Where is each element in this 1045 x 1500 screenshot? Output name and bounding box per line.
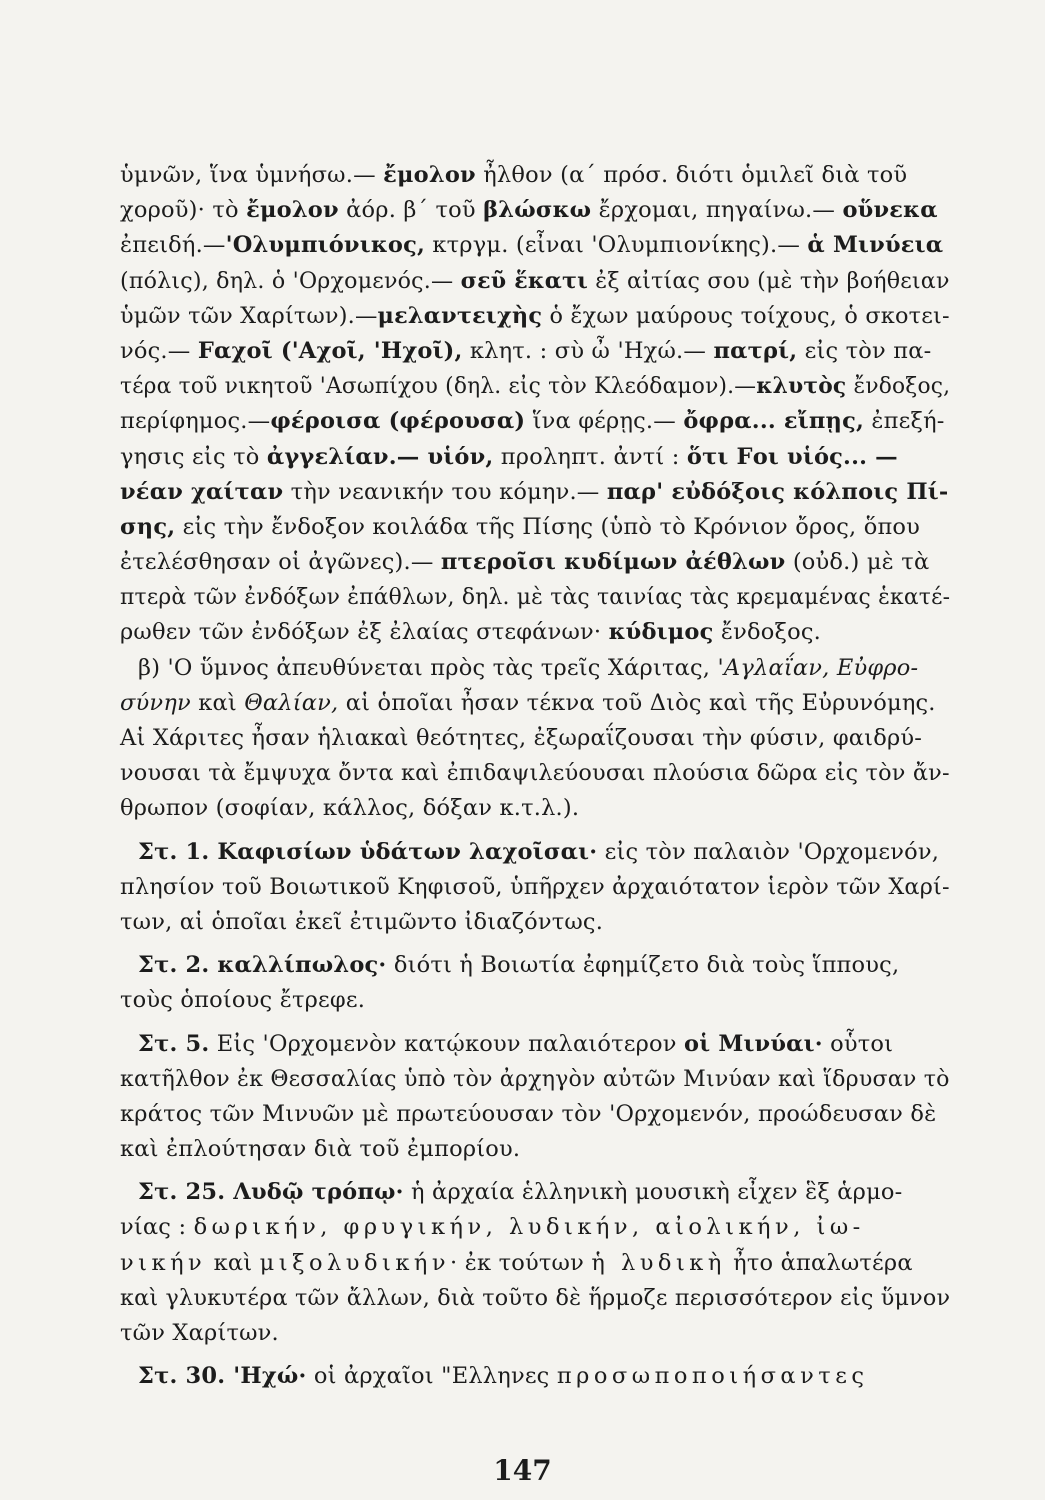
spaced-term: νικήν [120, 1249, 207, 1276]
text-run: διότι ἡ Βοιωτία ἐφημίζετο διὰ τοὺς ἵππους, [386, 952, 900, 979]
text-run: των, αἱ ὁποῖαι ἐκεῖ ἐτιμῶντο ἰδιαζόντως. [120, 908, 604, 935]
italic-term: Αγλαΐαν, Εὐφρο- [723, 654, 919, 681]
text-run: κράτος τῶν Μινυῶν μὲ πρωτεύουσαν τὸν 'Ορχομενόν, προώδευσαν δὲ [120, 1100, 937, 1127]
bold-term: οἱ Μινύαι· [684, 1030, 823, 1057]
text-run: ἔνδοξος. [713, 619, 822, 646]
text-line [120, 651, 950, 686]
text-line [120, 948, 950, 983]
bold-term: σης, [120, 513, 176, 540]
text-run: Εἰς 'Ορχομενὸν κατῴκουν παλαιότερον [209, 1030, 685, 1057]
bold-term: σεῦ ἕκατι [460, 267, 589, 294]
bold-term: οὕνεκα [842, 197, 938, 224]
text-line [120, 228, 950, 263]
bold-term: φέροισα (φέρουσα) [270, 408, 526, 435]
text-line [120, 510, 950, 545]
italic-term: Θαλίαν, [244, 689, 339, 716]
text-line [120, 615, 950, 650]
text-line [120, 1359, 950, 1394]
text-line [120, 475, 950, 510]
text-run: νουσαι τὰ ἔμψυχα ὄντα καὶ ἐπιδαψιλεύουσαι πλούσια δῶρα εἰς τὸν ἄν- [120, 760, 950, 787]
text-run: ἦτο ἁπαλωτέρα [725, 1249, 913, 1276]
text-line [120, 158, 950, 193]
text-line [120, 721, 950, 756]
spaced-term: προσωποποιήσαντες [556, 1363, 869, 1390]
text-line [120, 1175, 950, 1210]
text-run: πλησίον τοῦ Βοιωτικοῦ Κηφισοῦ, ὑπῆρχεν ἀρχαιότατον ἱερὸν τῶν Χαρί- [120, 873, 950, 900]
text-run: οἱ ἀρχαῖοι "Ελληνες [306, 1363, 557, 1390]
text-run: ὑμῶν τῶν Χαρίτων).— [120, 302, 378, 329]
text-line [120, 545, 950, 580]
bold-term: ὅτι Fοι υἱός... — [686, 443, 898, 470]
bold-term: ἔμολον [246, 197, 339, 224]
text-run: ὑμνῶν, ἵνα ὑμνήσω.— [120, 162, 384, 188]
bold-term: μελαντειχὴς [377, 302, 543, 329]
page-number: 147 [493, 1454, 552, 1487]
text-run: χοροῦ)· τὸ [120, 197, 247, 224]
bold-term: πατρί, [713, 337, 798, 364]
text-line [120, 1062, 950, 1097]
text-run: ἐξ αἰτίας σου (μὲ τὴν βοήθειαν [588, 267, 950, 294]
commentary-text [120, 158, 950, 1394]
text-run: ἔρχομαι, πηγαίνω.— [591, 197, 843, 224]
bold-term: Στ. 1. Καφισίων ὑδάτων λαχοῖσαι· [138, 838, 598, 865]
text-run: ἀόρ. β΄ τοῦ [338, 197, 484, 224]
text-run: νίας : [120, 1214, 194, 1241]
text-run: τὴν νεανικήν του κόμην.— [283, 478, 607, 505]
text-line [120, 1281, 951, 1316]
text-run: (πόλις), δηλ. ὁ 'Ορχομενός.— [120, 267, 461, 294]
text-run: καὶ [190, 689, 245, 716]
text-run: καὶ γλυκυτέρα τῶν ἄλλων, διὰ τοῦτο δὲ ἥρμοζε περισσότερον εἰς ὕμνον [120, 1284, 951, 1311]
text-line [120, 369, 951, 404]
text-run: κτργμ. (εἶναι 'Ολυμπιονίκης).— [425, 232, 808, 259]
text-run: (οὐδ.) μὲ τὰ [785, 549, 930, 576]
bold-term: βλώσκω [483, 197, 592, 224]
bold-term: ὄφρα... εἴπῃς, [683, 408, 865, 435]
bold-term: πτεροῖσι κυδίμων ἀέθλων [440, 549, 786, 576]
text-line [120, 1097, 950, 1132]
bold-term: νέαν χαίταν [120, 478, 284, 505]
text-run: εἰς τὸν πα- [797, 337, 932, 364]
text-run: καὶ [206, 1249, 260, 1276]
text-line [120, 1132, 950, 1167]
text-run: κατῆλθον ἐκ Θεσσαλίας ὑπὸ τὸν ἀρχηγὸν αὐτῶν Μινύαν καὶ ἵδρυσαν τὸ [120, 1065, 950, 1092]
spaced-term: δωρικήν, φρυγικήν, λυδικήν, αἰολικήν, ἰω- [193, 1214, 865, 1241]
text-line [120, 334, 950, 369]
text-run: γησις εἰς τὸ [120, 443, 267, 470]
spaced-term: ἡ λυδικὴ [591, 1249, 726, 1276]
text-run: τοὺς ὁποίους ἔτρεφε. [120, 987, 366, 1014]
text-run: προληπτ. ἀντί : [493, 443, 687, 470]
text-run: νός.— [120, 337, 198, 364]
text-run: θρωπον (σοφίαν, κάλλος, δόξαν κ.τ.λ.). [120, 795, 580, 822]
bold-term: ἀγγελίαν.— υἱόν, [266, 443, 494, 470]
text-run: ἐπειδή.— [120, 232, 226, 259]
bold-term: ἁ Μινύεια [807, 232, 944, 259]
text-run: αἱ ὁποῖαι ἦσαν τέκνα τοῦ Διὸς καὶ τῆς Εὐρυνόμης. [338, 689, 936, 716]
bold-term: παρ' εὐδόξοις κόλποις Πί- [606, 478, 949, 505]
text-line [120, 983, 950, 1018]
text-run: οὗτοι [822, 1030, 894, 1057]
bold-term: κύδιμος [608, 619, 714, 646]
text-run: · ἐκ τούτων [450, 1249, 592, 1276]
text-line [120, 1027, 950, 1062]
text-run: τῶν Χαρίτων. [120, 1320, 279, 1346]
bold-term: Στ. 25. Λυδῷ τρόπῳ· [138, 1179, 404, 1206]
text-line [120, 440, 950, 475]
bold-term: κλυτὸς [756, 373, 847, 400]
text-line [120, 756, 950, 791]
text-line [120, 1246, 950, 1281]
text-line [120, 905, 950, 940]
text-run: τέρα τοῦ νικητοῦ 'Ασωπίχου (δηλ. εἰς τὸν Κλεόδαμον).— [120, 373, 757, 400]
text-run: ὁ ἔχων μαύρους τοίχους, ὁ σκοτει- [542, 302, 950, 329]
text-line [120, 1316, 950, 1351]
bold-term: ἔμολον [383, 162, 476, 188]
spaced-term: μιξολυδικήν [259, 1249, 451, 1276]
bold-term: Fαχοῖ ('Αχοῖ, 'Ηχοῖ), [197, 337, 463, 364]
text-run: ρωθεν τῶν ἐνδόξων ἐξ ἐλαίας στεφάνων· [120, 619, 609, 646]
text-run: ἵνα φέρῃς.— [525, 408, 684, 435]
text-line [120, 193, 950, 228]
text-run: εἰς τὸν παλαιὸν 'Ορχομενόν, [597, 838, 940, 865]
text-run: καὶ ἐπλούτησαν διὰ τοῦ ἐμπορίου. [120, 1136, 521, 1163]
bold-term: Στ. 2. καλλίπωλος· [138, 952, 387, 979]
text-run: ἡ ἀρχαία ἑλληνικὴ μουσικὴ εἶχεν ἓξ ἁρμο- [403, 1179, 903, 1206]
text-run: β) 'Ο ὕμνος ἀπευθύνεται πρὸς τὰς τρεῖς Χάριτας, ' [138, 654, 724, 681]
text-line [120, 299, 950, 334]
italic-term: σύνην [120, 689, 191, 716]
text-run: Αἱ Χάριτες ἦσαν ἡλιακαὶ θεότητες, ἐξωραΐζουσαι τὴν φύσιν, φαιδρύ- [120, 725, 923, 751]
bold-term: 'Ολυμπιόνικος, [225, 232, 426, 259]
text-run: ἐπεξή- [864, 408, 945, 435]
text-line [120, 580, 951, 615]
text-line [120, 264, 950, 299]
bold-term: Στ. 5. [138, 1030, 210, 1057]
text-line [120, 870, 950, 905]
text-run: ἦλθον (α΄ πρόσ. διότι ὁμιλεῖ διὰ τοῦ [475, 162, 908, 188]
text-run: εἰς τὴν ἔνδοξον κοιλάδα τῆς Πίσης (ὑπὸ τὸ Κρόνιον ὄρος, ὅπου [175, 513, 921, 540]
text-run: περίφημος.— [120, 408, 271, 435]
text-run: κλητ. : σὺ ὦ 'Ηχώ.— [462, 337, 714, 364]
text-line [120, 835, 950, 870]
text-run: ἔνδοξος, [846, 373, 951, 400]
text-run: ἐτελέσθησαν οἱ ἀγῶνες).— [120, 549, 441, 576]
bold-term: Στ. 30. 'Ηχώ· [138, 1363, 307, 1390]
text-line [120, 404, 950, 439]
text-line [120, 686, 950, 721]
text-line [120, 791, 950, 826]
text-line [120, 1210, 950, 1245]
text-run: πτερὰ τῶν ἐνδόξων ἐπάθλων, δηλ. μὲ τὰς ταινίας τὰς κρεμαμένας ἑκατέ- [120, 584, 951, 611]
